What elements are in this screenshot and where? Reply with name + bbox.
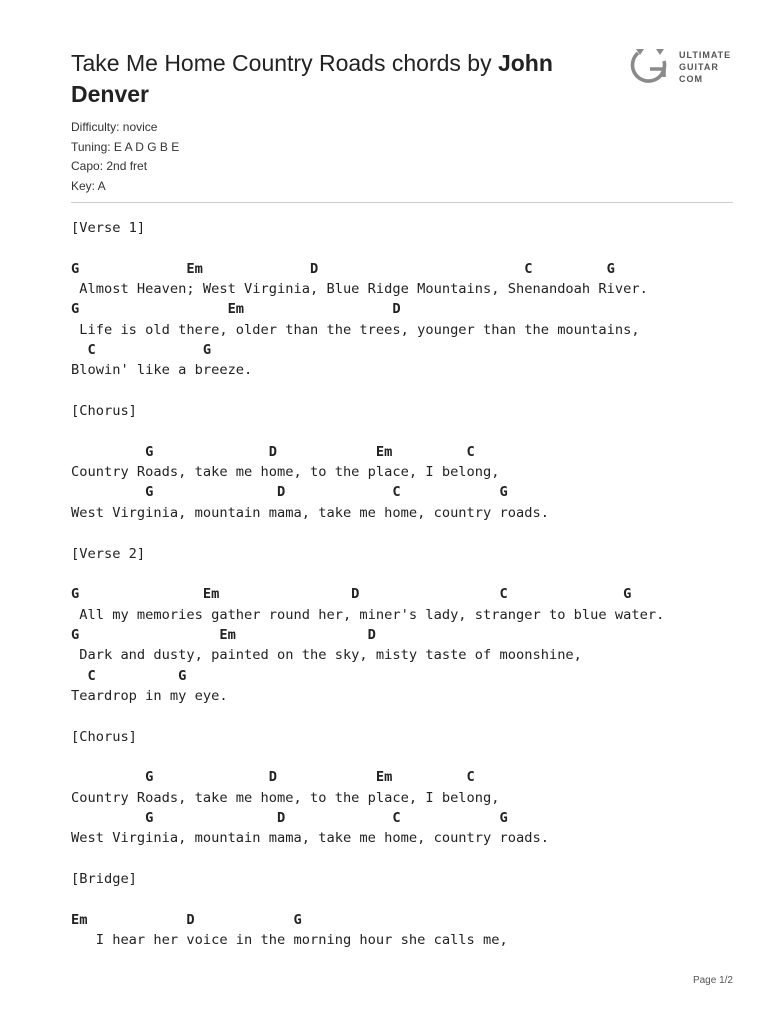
key-label: Key: A bbox=[71, 178, 106, 193]
section-header: [Verse 1] bbox=[71, 220, 146, 236]
song-title-text: Take Me Home Country Roads chords by bbox=[71, 50, 498, 76]
difficulty-label: Difficulty: novice bbox=[71, 120, 158, 134]
section-header: [Chorus] bbox=[71, 728, 137, 745]
blank-line bbox=[71, 706, 664, 726]
lyric-line: Dark and dusty, painted on the sky, misty taste of moonshine, bbox=[71, 647, 582, 664]
lyric-line: West Virginia, mountain mama, take me home, country roads. bbox=[71, 504, 549, 521]
ultimate-guitar-logo[interactable] bbox=[630, 47, 740, 89]
chord-line: G D Em C bbox=[71, 443, 475, 460]
logo-line-1: ULTIMATE bbox=[679, 50, 732, 60]
blank-line bbox=[71, 889, 664, 909]
chord-line: Em D G bbox=[71, 911, 302, 928]
blank-line bbox=[71, 747, 664, 767]
page-number: Page 1/2 bbox=[692, 975, 733, 986]
chord-line: G Em D bbox=[71, 626, 376, 643]
chord-line: G D Em C bbox=[71, 769, 475, 786]
section-header: [Verse 2] bbox=[71, 545, 146, 562]
lyric-line: Country Roads, take me home, to the place, I belong, bbox=[71, 464, 500, 481]
artist-link[interactable]: John Denver bbox=[71, 50, 553, 107]
blank-line bbox=[71, 421, 664, 441]
lyric-line: All my memories gather round her, miner's lady, stranger to blue water. bbox=[71, 606, 665, 623]
lyric-line: West Virginia, mountain mama, take me home, country roads. bbox=[71, 830, 549, 847]
logo-line-3: COM bbox=[679, 74, 703, 84]
lyric-line: Life is old there, older than the trees, younger than the mountains, bbox=[71, 321, 640, 338]
lyric-line: Almost Heaven; West Virginia, Blue Ridge Mountains, Shenandoah River. bbox=[71, 281, 648, 298]
chord-line: G D C G bbox=[71, 809, 508, 826]
capo-label: Capo: 2nd fret bbox=[71, 159, 148, 173]
logo-line-2: GUITAR bbox=[679, 62, 719, 72]
section-header: [Bridge] bbox=[71, 871, 137, 887]
blank-line bbox=[71, 849, 664, 869]
blank-line bbox=[71, 238, 664, 258]
lyric-line: I hear her voice in the morning hour she calls me, bbox=[71, 932, 508, 949]
chord-line: G Em D C G bbox=[71, 586, 632, 603]
lyric-line: Blowin' like a breeze. bbox=[71, 362, 253, 379]
chord-line: C G bbox=[71, 342, 212, 359]
song-title bbox=[71, 48, 611, 110]
song-header bbox=[71, 48, 611, 110]
chord-sheet bbox=[71, 218, 664, 950]
header-divider bbox=[71, 202, 733, 203]
logo-wordmark bbox=[679, 49, 731, 85]
lyric-line: Country Roads, take me home, to the place, I belong, bbox=[71, 789, 500, 806]
tuning-label: Tuning: E A D G B E bbox=[71, 139, 180, 154]
song-meta bbox=[71, 118, 179, 196]
section-header: [Chorus] bbox=[71, 403, 137, 420]
chord-line: G D C G bbox=[71, 484, 508, 501]
blank-line bbox=[71, 564, 664, 584]
lyric-line: Teardrop in my eye. bbox=[71, 687, 228, 704]
chord-line: C G bbox=[71, 667, 187, 684]
blank-line bbox=[71, 381, 664, 401]
ultimate-guitar-logo-icon bbox=[630, 47, 670, 87]
chord-line: G Em D C G bbox=[71, 260, 615, 277]
blank-line bbox=[71, 523, 664, 543]
chord-line: G Em D bbox=[71, 301, 401, 318]
